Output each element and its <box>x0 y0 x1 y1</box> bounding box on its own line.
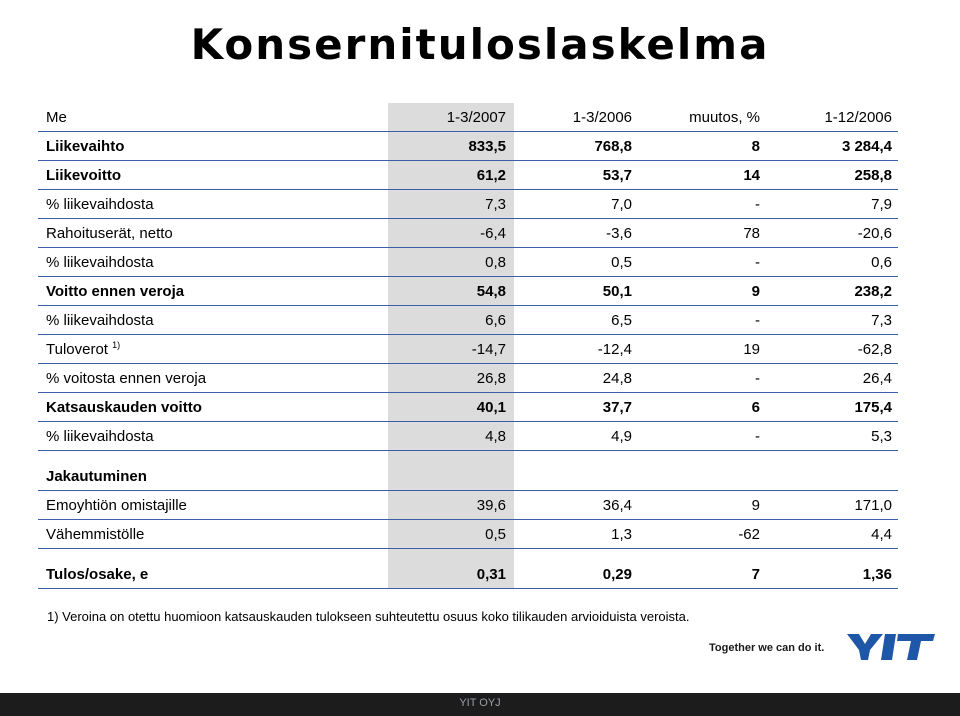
table-row <box>38 132 898 161</box>
row-value: 7,3 <box>871 312 892 329</box>
row-value: 1,3 <box>611 526 632 543</box>
row-value: - <box>755 312 760 329</box>
table-row <box>38 248 898 277</box>
table-row <box>38 491 898 520</box>
row-value: - <box>755 370 760 387</box>
eps-row <box>38 555 898 589</box>
logo-tagline: Together we can do it. <box>709 642 825 654</box>
company-logo <box>705 632 935 666</box>
page-title: Konsernituloslaskelma <box>190 20 770 69</box>
table-row <box>38 161 898 190</box>
footer-text: YIT OYJ <box>459 697 501 709</box>
row-value: 37,7 <box>602 399 632 416</box>
footnote-marker: 1) <box>112 340 121 350</box>
table-row <box>38 364 898 393</box>
table-row <box>38 190 898 219</box>
row-label: Vähemmistölle <box>46 526 145 543</box>
row-value: 0,29 <box>602 566 632 583</box>
header-col-1: 1-3/2007 <box>446 109 506 126</box>
row-value: 3 284,4 <box>841 138 892 155</box>
row-value: 9 <box>751 283 760 300</box>
header-col-2: 1-3/2006 <box>572 109 632 126</box>
table-row <box>38 335 898 364</box>
row-label: Tulos/osake, e <box>46 566 149 583</box>
row-value: 39,6 <box>476 497 506 514</box>
row-value: 14 <box>743 167 760 184</box>
table-row <box>38 393 898 422</box>
table-row <box>38 219 898 248</box>
row-value: 6,5 <box>611 312 632 329</box>
row-label: Liikevaihto <box>46 138 125 155</box>
row-value: 4,9 <box>611 428 632 445</box>
row-value: 26,4 <box>862 370 892 387</box>
distribution-heading-row <box>38 457 898 491</box>
row-label: Rahoituserät, netto <box>46 225 173 242</box>
row-value: - <box>755 196 760 213</box>
table-row <box>38 306 898 335</box>
header-col-3: muutos, % <box>689 109 760 126</box>
row-value: 40,1 <box>476 399 506 416</box>
row-value: 0,6 <box>871 254 892 271</box>
row-value: - <box>755 428 760 445</box>
row-value: 175,4 <box>854 399 892 416</box>
footnote: 1) Veroina on otettu huomioon katsauskauden tulokseen suhteutettu osuus koko tilikauden arvioiduista veroista. <box>47 609 690 624</box>
row-value: 0,5 <box>485 526 506 543</box>
row-value: 0,5 <box>611 254 632 271</box>
row-value: 7,0 <box>611 196 632 213</box>
row-value: 4,4 <box>871 526 892 543</box>
row-label: % liikevaihdosta <box>46 254 154 271</box>
row-value: 5,3 <box>871 428 892 445</box>
row-value: 258,8 <box>854 167 892 184</box>
row-label: Katsauskauden voitto <box>46 399 202 416</box>
row-value: 0,31 <box>476 566 506 583</box>
row-value: 768,8 <box>594 138 632 155</box>
table-row <box>38 422 898 451</box>
row-label: % liikevaihdosta <box>46 312 154 329</box>
row-value: -62 <box>738 526 760 543</box>
table-row <box>38 277 898 306</box>
row-value: -14,7 <box>471 341 506 358</box>
header-label: Me <box>46 109 67 126</box>
row-value: 7,3 <box>485 196 506 213</box>
row-value: -6,4 <box>480 225 506 242</box>
row-value: - <box>755 254 760 271</box>
row-value: 50,1 <box>602 283 632 300</box>
row-value: 4,8 <box>485 428 506 445</box>
row-value: 6,6 <box>485 312 506 329</box>
row-value: 6 <box>751 399 760 416</box>
table-header-row <box>38 103 898 132</box>
row-value: -62,8 <box>857 341 892 358</box>
row-value: 19 <box>743 341 760 358</box>
row-value: 78 <box>743 225 760 242</box>
footer-bar <box>0 693 960 716</box>
row-value: 833,5 <box>468 138 506 155</box>
row-value: 7 <box>751 566 760 583</box>
row-label: Emoyhtiön omistajille <box>46 497 187 514</box>
yit-logo-icon <box>847 632 935 662</box>
row-label: Tuloverot $^{1)}$ <box>46 340 121 358</box>
row-value: 7,9 <box>871 196 892 213</box>
row-value: -3,6 <box>606 225 632 242</box>
row-value: 1,36 <box>862 566 892 583</box>
row-value: 9 <box>751 497 760 514</box>
row-value: -20,6 <box>857 225 892 242</box>
table-row <box>38 520 898 549</box>
row-value: 36,4 <box>602 497 632 514</box>
row-value: 61,2 <box>476 167 506 184</box>
row-value: 26,8 <box>476 370 506 387</box>
row-value: 171,0 <box>854 497 892 514</box>
row-value: 238,2 <box>854 283 892 300</box>
row-label: % liikevaihdosta <box>46 428 154 445</box>
row-value: 8 <box>751 138 760 155</box>
row-label: Voitto ennen veroja <box>46 283 185 300</box>
row-label: Liikevoitto <box>46 167 122 184</box>
row-label: % voitosta ennen veroja <box>46 370 207 387</box>
row-value: 0,8 <box>485 254 506 271</box>
row-label: % liikevaihdosta <box>46 196 154 213</box>
row-value: 54,8 <box>476 283 506 300</box>
header-col-4: 1-12/2006 <box>824 109 892 126</box>
row-value: -12,4 <box>597 341 632 358</box>
income-statement-table <box>38 103 898 589</box>
distribution-heading: Jakautuminen <box>46 468 147 485</box>
row-value: 53,7 <box>602 167 632 184</box>
row-value: 24,8 <box>602 370 632 387</box>
